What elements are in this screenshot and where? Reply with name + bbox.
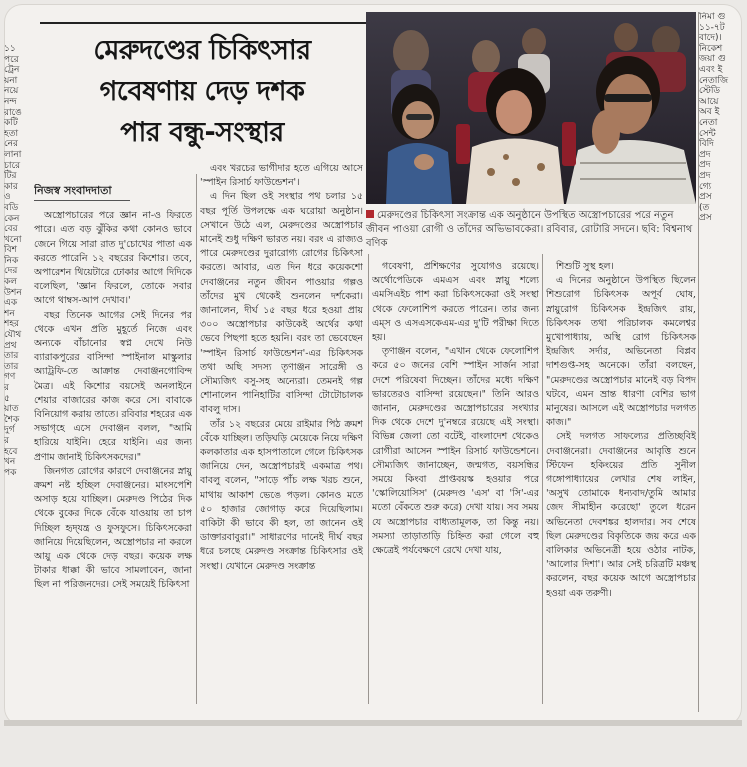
photo-caption-text: মেরুদণ্ডের চিকিৎসা সংক্রান্ত এক অনুষ্ঠানে উপস্থিত অস্ত্রোপচারের পরে নতুন জীবন পাওয়া রোগী ও তাঁদের অভিভাবকেরা। রবিবার, রোটারি সদনে। ছবি: বিশ্বনাথ বণিক	[366, 210, 693, 249]
news-photo	[366, 12, 696, 204]
newspaper-page	[4, 4, 742, 726]
audience-photo-illustration	[366, 12, 696, 204]
page-fold-shadow	[4, 720, 742, 726]
col1-paragraph-1: অস্ত্রোপচারের পরে জ্ঞান না-ও ফিরতে পারে। এত বড় ঝুঁকির কথা কোনও ভাবে জেনে গিয়ে সারা রাত দু'চোখের পাতা এক করতে পারেনি ১২ বছরের কিশোর। তবে, অপারেশন থিয়েটারে ঢোকার আগে দিদিকে বলেছিল, 'জ্ঞান ফিরলে, তোকে সবার আগে থাম্বস-আপ দেখাব।'	[34, 210, 192, 307]
col1-paragraph-2: বছর তিনেক আগের সেই দিনের পর থেকে এখন প্রতি মুহূর্তে নিজে এবং অন্যকে বাঁচানোর স্বপ্ন দেখে নিউ ব্যারাকপুরের বাসিন্দা স্পাইনাল মাস্কুলার অ্যাট্রফি-তে আক্রান্ত দেবাঞ্জনগোবিন্দ মৈত্র। এই কিশোর বয়সেই অনলাইনে শেয়ার বাজারের কাজ করে সে। বাবাকে বিনিয়োগ করায় তাতে। রবিবার শহরের এক সভাগৃহে এসে দেবাঞ্জন বলল, "আমি হারিয়ে যাইনি। হেরে যাইনি। এর জন্য প্রণাম জানাই চিকিৎসকদের।"	[34, 309, 192, 463]
column-divider	[542, 254, 543, 704]
photo-caption	[366, 209, 696, 251]
col1-paragraph-3: জিনগত রোগের কারণে দেবাঞ্জনের স্নায়ু ক্রমশ নষ্ট হচ্ছিল দেবাঞ্জনের। মাংসপেশি অসাড় হয়ে যাচ্ছিল। মেরুদণ্ড পিঠের দিক থেকে বুকের দিকে বেঁকে যাওয়ায় তা চাপ দিচ্ছিল হৃদ্‌যন্ত্র ও ফুসফুসে। চিকিৎসকেরা জানিয়ে দিয়েছিলেন, অস্ত্রোপচার না করলে আয়ু এক থেকে দেড় বছর। কয়েক লক্ষ টাকার ধাক্কা কী ভাবে সামলাবেন, জানা ছিল না পরিজনদের। সেই সময়েই চিকিৎসা	[34, 465, 192, 591]
col4-paragraph-2: এ দিনের অনুষ্ঠানে উপস্থিত ছিলেন শিশুরোগ চিকিৎসক অপূর্ব ঘোষ, স্নায়ুরোগ চিকিৎসক ইন্দ্রজিৎ রায়, চিকিৎসক তথা পরিচালক কমলেশ্বর মুখোপাধ্যায়, অস্থি রোগ চিকিৎসক ইন্দ্রজিৎ সর্দার, অভিনেতা বিপ্লব দাশগুপ্ত-সহ অনেকে। তাঁরা বলছেন, "মেরুদণ্ডের অস্ত্রোপচার মানেই বড় বিপদ ঘটবে, এমন ভ্রান্ত ধারণা বেশির ভাগ মানুষের। আসলে এই অস্ত্রোপচার দলগত কাজ।"	[546, 275, 696, 429]
article-column-4	[546, 260, 696, 704]
col2-paragraph-3: তাঁর ১২ বছরের মেয়ে রাইমার পিঠ ক্রমশ বেঁকে যাচ্ছিল। তড়িঘড়ি মেয়েকে নিয়ে দক্ষিণ কলকাতার এক হাসপাতালে গেলে চিকিৎসক জানিয়ে দেন, অস্ত্রোপচারই একমাত্র পথ। বাবলু বলেন, "সাড়ে পাঁচ লক্ষ খরচ শুনে, মাথায় আকাশ ভেঙে পড়ল। কোনও মতে ৫০ হাজার জোগাড় করে দিয়েছিলাম। বাকিটা কী ভাবে কী হল, তা জানেন ওই ডাক্তারবাবুরা।" সাধারণের দানেই দীর্ঘ বছর ধরে চলছে মেরুদণ্ড সংক্রান্ত চিকিৎসার ওই সংস্থা। যেখানে মেরুদণ্ড সংক্রান্ত	[200, 418, 363, 572]
col3-paragraph-1: গবেষণা, প্রশিক্ষণের সুযোগও রয়েছে। অর্থোপেডিকে এমএস এবং স্নায়ু শল্যে এমসিএইচ পাশ করা চিকিৎসকেরা ওই সংস্থা থেকে ফেলোশিপ করতে পারেন। তার জন্য এম্‌স ও এসএসকেএম-এর দু'টি পরীক্ষা দিতে হয়।	[372, 261, 539, 344]
headline-line-2: গবেষণায় দেড় দশক	[99, 76, 305, 107]
article-headline	[44, 30, 360, 153]
col2-paragraph-2: এ দিন ছিল ওই সংস্থার পথ চলার ১৫ বছর পূর্তি উপলক্ষে এক ঘরোয়া অনুষ্ঠান। সেখানে উঠে এল, মেরুদণ্ডের অস্ত্রোপচার মানেই শুধু দক্ষিণ ভারত নয়। বরং এ রাজ্যও পারে মেরুদণ্ডের দুরারোগ্য রোগের চিকিৎসা করতে। আবার, এত দিন ধরে কয়েকশো দেবাঞ্জনের নতুন জীবন পাওয়ার গল্পও তাঁদের মুখ থেকেই শুনলেন দর্শকেরা। জানালেন, দীর্ঘ ১৫ বছর ধরে হওয়া প্রায় ৩০০ অস্ত্রোপচার কাউকেই অর্থের কথা ভেবে পিছপা হতে হয়নি। বরং তা ভেবেছেন 'স্পাইন রিসার্চ ফাউন্ডেশন'-এর চিকিৎসক তথা অছি সদস্য তৃণাঞ্জন সারেঙ্গী ও সৌম্যজিৎ বসু-সহ অন্যেরা। তেমনই গল্প শোনালেন পানিহাটির বাসিন্দা টোটোচালক বাবলু দাস।	[200, 191, 363, 416]
headline-line-3: পার বন্ধু-সংস্থার	[120, 117, 284, 148]
headline-line-1: মেরুদণ্ডের চিকিৎসার	[93, 35, 311, 66]
article-column-3	[372, 260, 539, 704]
article-column-2	[200, 162, 363, 704]
col3-paragraph-2: তৃণাঞ্জন বলেন, "এখান থেকে ফেলোশিপ করে ৫০ জনের বেশি স্পাইন সার্জন সারা দেশে পরিষেবা দিচ্ছেন। তাঁদের মধ্যে দক্ষিণ ভারতেরও বাসিন্দা রয়েছেন।" তিনি আরও জানান, মেরুদণ্ডের অস্ত্রোপচারের সংখ্যার দিক থেকে দেশে দু'নম্বরে রয়েছে এই সংস্থা। বিভিন্ন জেলা তো বটেই, বাংলাদেশ থেকেও রোগীরা আসেন স্পাইন রিসার্চ ফাউন্ডেশনে। সৌম্যজিৎ জানাচ্ছেন, জন্মগত, বয়সন্ধির সময়ে কিংবা প্রাপ্তবয়স্ক হওয়ার পরে 'স্কোলিয়োসিস' (মেরুদণ্ড 'এস' বা 'সি'-এর মতো বেঁকতে শুরু করে) দেখা যায়। সব সময় যে অস্ত্রোপচার বাধ্যতামূলক, তা কিন্তু নয়। সমস্যা তাড়াতাড়ি চিহ্নিত করা গেলে বহু ক্ষেত্রেই পর্যবেক্ষণে রেখে দেখা যায়,	[372, 346, 539, 557]
col4-paragraph-1: শিশুটি সুস্থ হল।	[556, 261, 614, 272]
adjacent-column-right-fragment: নিমা গু ১১-৭ট বাদে)। নিকেশ জয়া গু এবং ই নেতাজি স্টেডি আয়ে অব ই নেতা সেন্ট বিদি প্রদ প্রদ প্রদ গ্যে প্রস (ত প্রস	[699, 12, 729, 224]
col2-paragraph-1: এবং খরচের ভাগীদার হতে এগিয়ে আসে 'স্পাইন রিসার্চ ফাউন্ডেশন'।	[200, 163, 363, 189]
byline: নিজস্ব সংবাদদাতা	[34, 184, 130, 201]
article-column-1	[34, 184, 192, 704]
column-divider	[368, 254, 369, 704]
column-divider	[196, 174, 197, 704]
col4-paragraph-3: সেই দলগত সাফল্যের প্রতিচ্ছবিই দেবাঞ্জনেরা। দেবাঞ্জনের আবৃত্তি শুনে স্টিফেন হকিংয়ের প্রতি সুনীল গঙ্গোপাধ্যায়ের লেখার শেষ লাইন, 'অসুখ তোমাকে ধন্যবাদ/তুমি আমার জেদ সীমাহীন করেছো' তুলে ধরেন অভিনেতা দেবশঙ্কর হালদার। সব শেষে ছিল মেরুদণ্ডের বিকৃতিকে জয় করে এক বালিকার অভিনেত্রী হয়ে ওঠার নাটক, 'আলোর দিশা'। আর সেই চরিত্রটি মঞ্চস্থ করলেন, বছর কয়েক আগে অস্ত্রোপচার হওয়া এক তরুণী।	[546, 431, 696, 599]
adjacent-column-left-fragment: ১১ পরে ট্রেন য়না নয়ে নন্দ রাঙে কটি হতা নের লানা চারে টির কার ও বডি কেন বের খনো বিশ নিক দের কল উশন এক শন শহর যৌথ প্রথ তার তার গণ র ৫ য়াত শৈক দুর্গ র হবে খন পক	[4, 44, 22, 478]
page-edge-divider	[698, 12, 699, 712]
caption-marker-square	[366, 210, 374, 218]
